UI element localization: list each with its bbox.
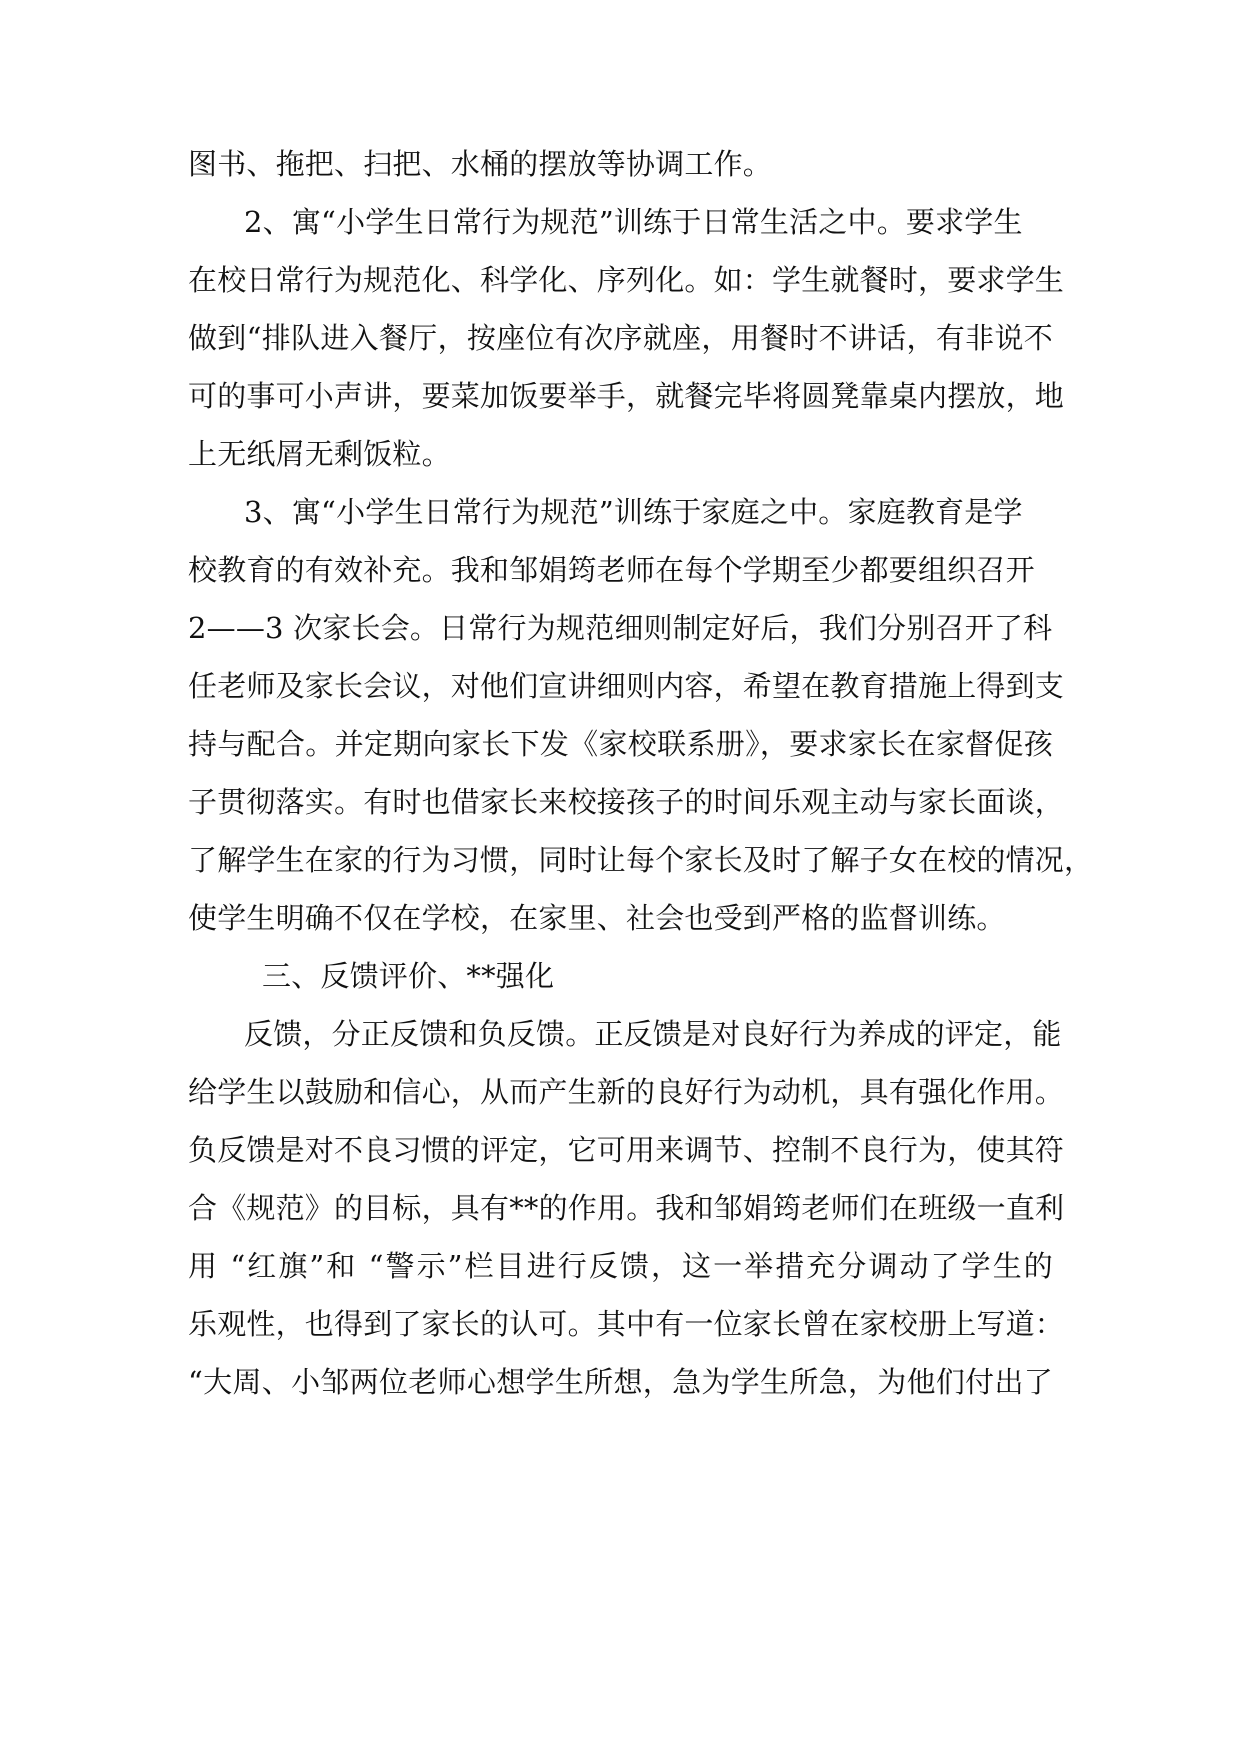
text-line: 合《规范》的目标，具有**的作用。我和邹娟筠老师们在班级一直利 (188, 1191, 1065, 1225)
text-line: 在校日常行为规范化、科学化、序列化。如：学生就餐时，要求学生 (188, 263, 1065, 297)
text-line: “大周、小邹两位老师心想学生所想，急为学生所急，为他们付出了 (188, 1365, 1053, 1399)
section-heading: 三、反馈评价、**强化 (262, 959, 555, 993)
text-line: 可的事可小声讲，要菜加饭要举手，就餐完毕将圆凳靠桌内摆放，地 (188, 379, 1065, 413)
text-line: 做到“排队进入餐厅，按座位有次序就座，用餐时不讲话，有非说不 (188, 321, 1053, 355)
paragraph-start-line: 反馈，分正反馈和负反馈。正反馈是对良好行为养成的评定，能 (244, 1017, 1062, 1051)
text-line: 了解学生在家的行为习惯，同时让每个家长及时了解子女在校的情况， (188, 843, 1094, 877)
text-line: 图书、拖把、扫把、水桶的摆放等协调工作。 (188, 147, 773, 181)
paragraph-start-line: 2、寓“小学生日常行为规范”训练于日常生活之中。要求学生 (244, 205, 1023, 239)
text-line: 用 “红旗”和 “警示”栏目进行反馈，这一举措充分调动了学生的 (188, 1249, 1053, 1283)
text-line: 乐观性，也得到了家长的认可。其中有一位家长曾在家校册上写道： (188, 1307, 1065, 1341)
text-line: 校教育的有效补充。我和邹娟筠老师在每个学期至少都要组织召开 (188, 553, 1035, 587)
text-line: 给学生以鼓励和信心，从而产生新的良好行为动机，具有强化作用。 (188, 1075, 1065, 1109)
text-line: 子贯彻落实。有时也借家长来校接孩子的时间乐观主动与家长面谈， (188, 785, 1065, 819)
text-line: 2——3 次家长会。日常行为规范细则制定好后，我们分别召开了科 (188, 611, 1053, 645)
text-line: 使学生明确不仅在学校，在家里、社会也受到严格的监督训练。 (188, 901, 1006, 935)
paragraph-start-line: 3、寓“小学生日常行为规范”训练于家庭之中。家庭教育是学 (244, 495, 1023, 529)
text-line: 持与配合。并定期向家长下发《家校联系册》，要求家长在家督促孩 (188, 727, 1053, 761)
text-line: 负反馈是对不良习惯的评定，它可用来调节、控制不良行为，使其符 (188, 1133, 1065, 1167)
text-line: 上无纸屑无剩饭粒。 (188, 437, 451, 471)
text-line: 任老师及家长会议，对他们宣讲细则内容，希望在教育措施上得到支 (188, 669, 1065, 703)
